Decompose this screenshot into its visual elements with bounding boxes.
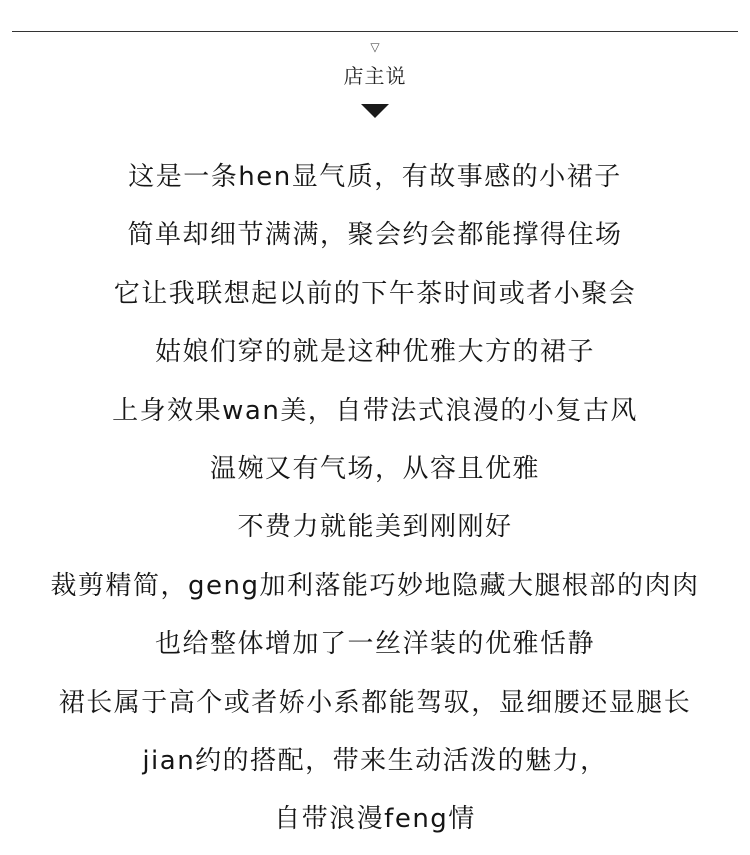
description-line: 自带浪漫feng情 [274,804,476,835]
description-line: 姑娘们穿的就是这种优雅大方的裙子 [154,337,595,368]
description-line: 裙长属于高个或者娇小系都能驾驭，显细腰还显腿长 [58,687,692,718]
description-line: 也给整体增加了一丝洋装的优雅恬静 [154,629,595,660]
description-line: 上身效果wan美，自带法式浪漫的小复古风 [112,395,638,426]
description-line: jian约的搭配，带来生动活泼的魅力， [142,745,608,776]
section-title: 店主说 [343,64,407,88]
description-line: 不费力就能美到刚刚好 [237,512,513,543]
description-line: 温婉又有气场，从容且优雅 [209,453,540,484]
description-text-block [0,148,750,849]
top-divider [12,31,738,32]
down-triangle-icon [361,104,389,118]
description-line: 裁剪精简，geng加利落能巧妙地隐藏大腿根部的肉肉 [50,570,700,601]
description-line: 它让我联想起以前的下午茶时间或者小聚会 [113,278,637,309]
description-line: 这是一条hen显气质，有故事感的小裙子 [128,162,622,192]
description-line: 简单却细节满满，聚会约会都能撑得住场 [127,220,623,251]
small-triangle-icon: ▽ [370,40,380,54]
